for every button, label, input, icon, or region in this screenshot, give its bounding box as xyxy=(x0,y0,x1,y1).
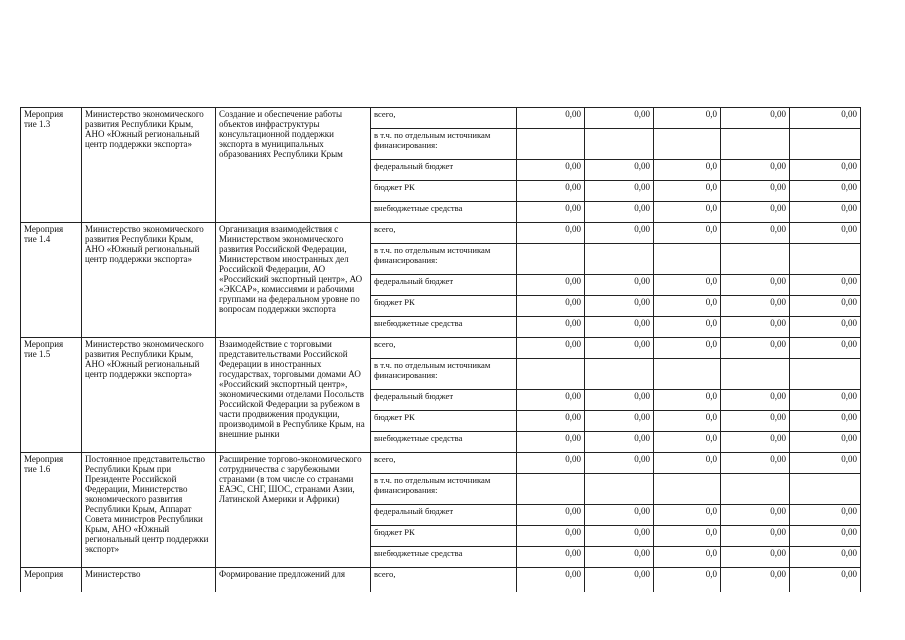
value-col-2: 0,00 xyxy=(585,181,654,202)
source-incl: в т.ч. по отдельным источникам финансирования: xyxy=(371,129,517,160)
value-col-1: 0,00 xyxy=(517,202,585,223)
value-col-2: 0,00 xyxy=(585,223,654,244)
value-col-2: 0,00 xyxy=(585,275,654,296)
value-col-5: 0,00 xyxy=(790,547,861,568)
value-col-2: 0,00 xyxy=(585,202,654,223)
value-col-2: 0,00 xyxy=(585,453,654,474)
value-col-4: 0,00 xyxy=(721,223,790,244)
empty-cell xyxy=(585,244,654,275)
source-total: всего, xyxy=(371,568,517,593)
source-total: всего, xyxy=(371,223,517,244)
value-col-3: 0,0 xyxy=(654,160,721,181)
measure-executor: Министерство экономического развития Республики Крым, АНО «Южный региональный центр поддержки экспорта» xyxy=(82,223,216,338)
measure-name: Расширение торгово-экономического сотрудничества с зарубежными странами (в том числе со странами ЕАЭС, СНГ, ШОС, странами Азии, Латинской Америки и Африки) xyxy=(216,453,371,568)
value-col-1: 0,00 xyxy=(517,411,585,432)
value-col-5: 0,00 xyxy=(790,275,861,296)
empty-cell xyxy=(721,359,790,390)
value-col-4: 0,00 xyxy=(721,275,790,296)
measure-executor: Постоянное представительство Республики Крым при Президенте Российской Федерации, Министерство экономического развития Республики Крым, Аппарат Совета министров Республики Крым, АНО «Южный региональный центр поддержки экспорт» xyxy=(82,453,216,568)
value-col-3: 0,0 xyxy=(654,223,721,244)
table-row xyxy=(21,108,861,129)
value-col-5: 0,00 xyxy=(790,108,861,129)
measure-id: Мероприя тие 1.6 xyxy=(21,453,82,568)
value-col-5: 0,00 xyxy=(790,338,861,359)
value-col-1: 0,00 xyxy=(517,432,585,453)
empty-cell xyxy=(585,129,654,160)
value-col-5: 0,00 xyxy=(790,202,861,223)
value-col-2: 0,00 xyxy=(585,390,654,411)
value-col-4: 0,00 xyxy=(721,108,790,129)
measure-name: Организация взаимодействия с Министерством экономического развития Российской Федерации, Министерством иностранных дел Российской Федерации, АО «Российский экспортный центр», АО «ЭКСАР», комиссиями и рабочими группами на федеральном уровне по вопросам поддержки экспорта xyxy=(216,223,371,338)
value-col-4: 0,00 xyxy=(721,181,790,202)
value-col-3: 0,0 xyxy=(654,338,721,359)
source-total: всего, xyxy=(371,108,517,129)
value-col-4: 0,00 xyxy=(721,390,790,411)
value-col-1: 0,00 xyxy=(517,505,585,526)
value-col-5: 0,00 xyxy=(790,223,861,244)
value-col-2: 0,00 xyxy=(585,411,654,432)
value-col-2: 0,00 xyxy=(585,547,654,568)
value-col-2: 0,00 xyxy=(585,568,654,593)
source-rk: бюджет РК xyxy=(371,181,517,202)
value-col-3: 0,0 xyxy=(654,432,721,453)
empty-cell xyxy=(585,474,654,505)
value-col-2: 0,00 xyxy=(585,317,654,338)
value-col-3: 0,0 xyxy=(654,547,721,568)
empty-cell xyxy=(721,474,790,505)
value-col-1: 0,00 xyxy=(517,317,585,338)
table-row xyxy=(21,338,861,359)
value-col-5: 0,00 xyxy=(790,432,861,453)
value-col-3: 0,0 xyxy=(654,108,721,129)
source-extra: внебюджетные средства xyxy=(371,547,517,568)
value-col-5: 0,00 xyxy=(790,317,861,338)
measure-id: Мероприя тие 1.3 xyxy=(21,108,82,223)
value-col-1: 0,00 xyxy=(517,296,585,317)
source-rk: бюджет РК xyxy=(371,296,517,317)
empty-cell xyxy=(790,129,861,160)
value-col-4: 0,00 xyxy=(721,568,790,593)
table-row xyxy=(21,453,861,474)
measure-executor: Министерство экономического развития Республики Крым, АНО «Южный региональный центр поддержки экспорта» xyxy=(82,338,216,453)
empty-cell xyxy=(790,244,861,275)
value-col-3: 0,0 xyxy=(654,390,721,411)
value-col-3: 0,0 xyxy=(654,568,721,593)
empty-cell xyxy=(517,359,585,390)
value-col-4: 0,00 xyxy=(721,160,790,181)
value-col-1: 0,00 xyxy=(517,338,585,359)
value-col-4: 0,00 xyxy=(721,453,790,474)
source-total: всего, xyxy=(371,453,517,474)
empty-cell xyxy=(721,129,790,160)
value-col-2: 0,00 xyxy=(585,108,654,129)
value-col-4: 0,00 xyxy=(721,202,790,223)
empty-cell xyxy=(654,244,721,275)
value-col-1: 0,00 xyxy=(517,453,585,474)
value-col-2: 0,00 xyxy=(585,505,654,526)
source-incl: в т.ч. по отдельным источникам финансирования: xyxy=(371,244,517,275)
source-rk: бюджет РК xyxy=(371,411,517,432)
source-rk: бюджет РК xyxy=(371,526,517,547)
table-row xyxy=(21,568,861,593)
value-col-2: 0,00 xyxy=(585,432,654,453)
value-col-4: 0,00 xyxy=(721,338,790,359)
empty-cell xyxy=(517,474,585,505)
value-col-1: 0,00 xyxy=(517,568,585,593)
measure-executor: Министерство xyxy=(82,568,216,593)
value-col-4: 0,00 xyxy=(721,317,790,338)
value-col-3: 0,0 xyxy=(654,296,721,317)
value-col-3: 0,0 xyxy=(654,526,721,547)
source-incl: в т.ч. по отдельным источникам финансирования: xyxy=(371,359,517,390)
source-extra: внебюджетные средства xyxy=(371,432,517,453)
value-col-2: 0,00 xyxy=(585,526,654,547)
value-col-5: 0,00 xyxy=(790,526,861,547)
value-col-5: 0,00 xyxy=(790,568,861,593)
value-col-1: 0,00 xyxy=(517,108,585,129)
empty-cell xyxy=(790,359,861,390)
value-col-3: 0,0 xyxy=(654,181,721,202)
value-col-1: 0,00 xyxy=(517,223,585,244)
value-col-3: 0,0 xyxy=(654,505,721,526)
value-col-4: 0,00 xyxy=(721,432,790,453)
value-col-1: 0,00 xyxy=(517,526,585,547)
empty-cell xyxy=(654,359,721,390)
value-col-1: 0,00 xyxy=(517,390,585,411)
value-col-3: 0,0 xyxy=(654,317,721,338)
value-col-4: 0,00 xyxy=(721,526,790,547)
value-col-4: 0,00 xyxy=(721,296,790,317)
source-incl: в т.ч. по отдельным источникам финансирования: xyxy=(371,474,517,505)
table-body xyxy=(21,108,861,593)
measure-id: Мероприя xyxy=(21,568,82,593)
measure-name: Создание и обеспечение работы объектов инфраструктуры консультационной поддержки экспорта в муниципальных образованиях Республики Крым xyxy=(216,108,371,223)
value-col-5: 0,00 xyxy=(790,453,861,474)
value-col-3: 0,0 xyxy=(654,411,721,432)
value-col-4: 0,00 xyxy=(721,547,790,568)
source-extra: внебюджетные средства xyxy=(371,202,517,223)
value-col-5: 0,00 xyxy=(790,296,861,317)
value-col-1: 0,00 xyxy=(517,181,585,202)
measure-executor: Министерство экономического развития Республики Крым, АНО «Южный региональный центр поддержки экспорта» xyxy=(82,108,216,223)
empty-cell xyxy=(654,474,721,505)
measure-name: Формирование предложений для xyxy=(216,568,371,593)
value-col-3: 0,0 xyxy=(654,202,721,223)
financing-table xyxy=(20,107,861,592)
empty-cell xyxy=(517,129,585,160)
empty-cell xyxy=(517,244,585,275)
value-col-3: 0,0 xyxy=(654,453,721,474)
measure-id: Мероприя тие 1.4 xyxy=(21,223,82,338)
source-federal: федеральный бюджет xyxy=(371,505,517,526)
value-col-2: 0,00 xyxy=(585,296,654,317)
source-total: всего, xyxy=(371,338,517,359)
empty-cell xyxy=(585,359,654,390)
source-federal: федеральный бюджет xyxy=(371,160,517,181)
empty-cell xyxy=(790,474,861,505)
value-col-1: 0,00 xyxy=(517,275,585,296)
value-col-1: 0,00 xyxy=(517,160,585,181)
source-extra: внебюджетные средства xyxy=(371,317,517,338)
empty-cell xyxy=(654,129,721,160)
source-federal: федеральный бюджет xyxy=(371,390,517,411)
value-col-1: 0,00 xyxy=(517,547,585,568)
value-col-3: 0,0 xyxy=(654,275,721,296)
value-col-5: 0,00 xyxy=(790,181,861,202)
value-col-5: 0,00 xyxy=(790,411,861,432)
measure-name: Взаимодействие с торговыми представительствами Российской Федерации в иностранных государствах, торговыми домами АО «Российский экспортный центр», экономическими отделами Посольств Российской Федерации за рубежом в части продвижения продукции, производимой в Республике Крым, на внешние рынки xyxy=(216,338,371,453)
value-col-4: 0,00 xyxy=(721,505,790,526)
value-col-4: 0,00 xyxy=(721,411,790,432)
empty-cell xyxy=(721,244,790,275)
value-col-5: 0,00 xyxy=(790,390,861,411)
value-col-5: 0,00 xyxy=(790,160,861,181)
source-federal: федеральный бюджет xyxy=(371,275,517,296)
value-col-5: 0,00 xyxy=(790,505,861,526)
measure-id: Мероприя тие 1.5 xyxy=(21,338,82,453)
table-row xyxy=(21,223,861,244)
value-col-2: 0,00 xyxy=(585,338,654,359)
value-col-2: 0,00 xyxy=(585,160,654,181)
